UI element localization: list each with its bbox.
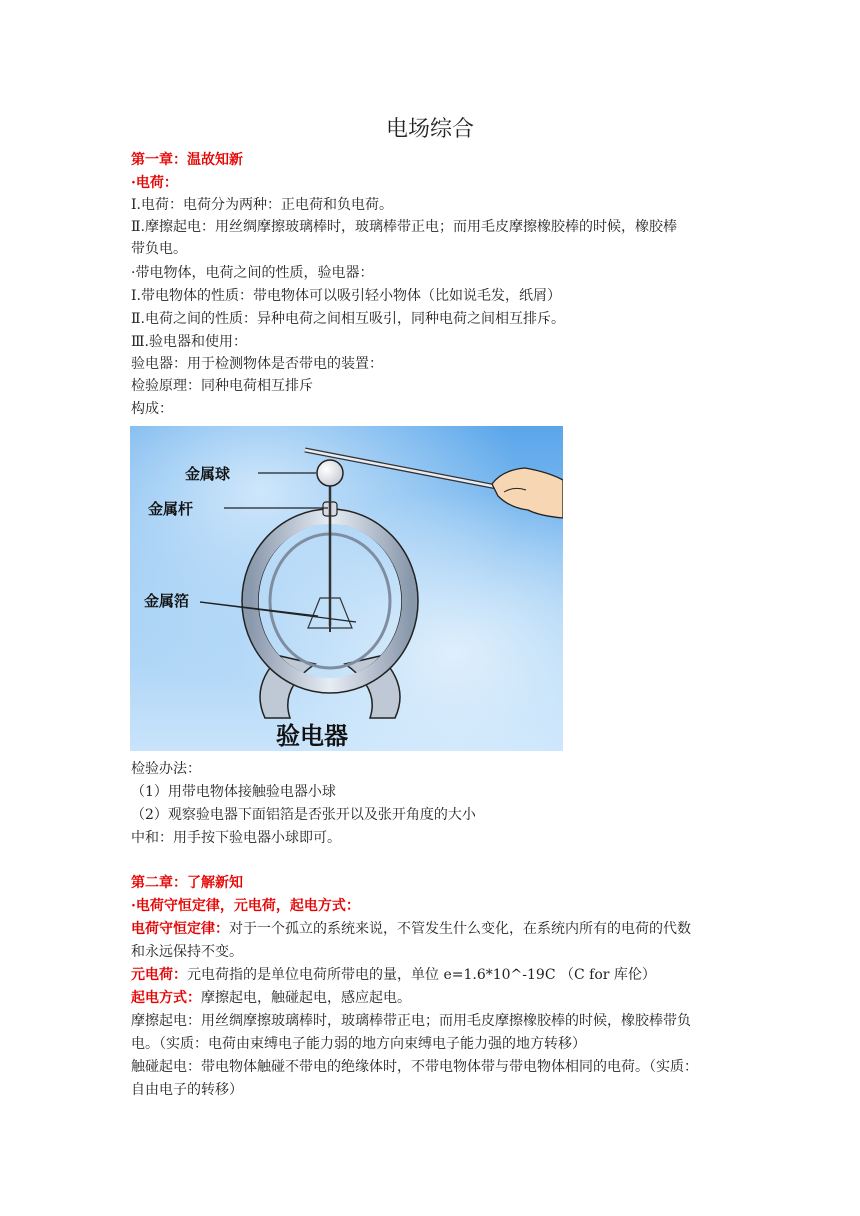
paragraph-line: （2）观察验电器下面铝箔是否张开以及张开角度的大小 (131, 807, 476, 823)
paragraph-line: 验电器：用于检测物体是否带电的装置： (131, 356, 383, 372)
paragraph-line: 摩擦起电：用丝绸摩擦玻璃棒时，玻璃棒带正电；而用毛皮摩擦橡胶棒的时候，橡胶棒带负 (131, 1013, 691, 1029)
paragraph-line: 触碰起电：带电物体触碰不带电的绝缘体时，不带电物体带与带电物体相同的电荷。（实质： (131, 1059, 698, 1075)
paragraph-line: Ⅱ.摩擦起电：用丝绸摩擦玻璃棒时，玻璃棒带正电；而用毛皮摩擦橡胶棒的时候，橡胶棒 (131, 219, 677, 235)
paragraph-line: 和永远保持不变。 (131, 944, 243, 960)
figure-caption: 验电器 (276, 722, 348, 750)
paragraph-line: （1）用带电物体接触验电器小球 (131, 784, 336, 800)
paragraph-line (131, 918, 731, 940)
paragraph-line: 中和：用手按下验电器小球即可。 (131, 830, 341, 846)
paragraph-line: Ⅲ.验电器和使用： (131, 334, 247, 350)
definition-text: 元电荷指的是单位电荷所带电的量，单位 e=1.6*10^-19C （C for 库伦） (187, 967, 656, 983)
page-title: 电场综合 (385, 117, 474, 142)
paragraph-line: Ⅰ.带电物体的性质：带电物体可以吸引轻小物体（比如说毛发，纸屑） (131, 288, 561, 304)
chapter2-heading: 第二章：了解新知 (131, 875, 243, 891)
label-metal-foil: 金属箔 (144, 592, 190, 610)
paragraph-line: 检验办法： (131, 761, 201, 777)
paragraph-line: 构成： (131, 401, 173, 417)
label-metal-rod: 金属杆 (148, 500, 194, 518)
paragraph-line: 电。（实质：电荷由束缚电子能力弱的地方向束缚电子能力强的地方转移） (131, 1036, 586, 1052)
paragraph-line: Ⅱ.电荷之间的性质：异种电荷之间相互吸引，同种电荷之间相互排斥。 (131, 311, 565, 327)
section-conservation-heading: ·电荷守恒定律，元电荷，起电方式： (131, 898, 360, 914)
term-electrification-methods: 起电方式： (131, 990, 201, 1006)
paragraph-line (131, 964, 731, 986)
term-conservation: 电荷守恒定律： (131, 921, 229, 937)
definition-text: 摩擦起电，触碰起电，感应起电。 (201, 990, 411, 1006)
electroscope-illustration (130, 426, 563, 751)
electroscope-figure (130, 426, 563, 751)
paragraph-line: 自由电子的转移） (131, 1082, 243, 1098)
paragraph-line: 带负电。 (131, 241, 187, 257)
paragraph-line: ·带电物体，电荷之间的性质，验电器： (131, 265, 374, 281)
chapter1-heading: 第一章：温故知新 (131, 152, 243, 168)
paragraph-line (131, 987, 731, 1009)
paragraph-line: 检验原理：同种电荷相互排斥 (131, 378, 313, 394)
definition-text: 对于一个孤立的系统来说，不管发生什么变化，在系统内所有的电荷的代数 (229, 921, 691, 937)
paragraph-line: Ⅰ.电荷：电荷分为两种：正电荷和负电荷。 (131, 197, 393, 213)
label-metal-ball: 金属球 (185, 465, 231, 483)
term-elementary-charge: 元电荷： (131, 967, 187, 983)
section-charge-heading: ·电荷： (131, 175, 178, 191)
